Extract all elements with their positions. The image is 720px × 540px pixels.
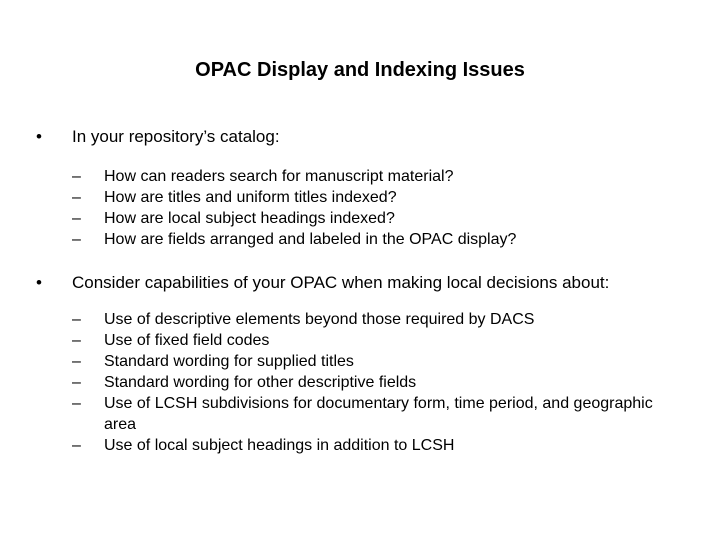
sub-item-text: Use of local subject headings in addition to LCSH xyxy=(104,437,455,454)
dash-marker: – xyxy=(72,210,81,227)
dash-marker: – xyxy=(72,395,81,412)
bullet-marker: • xyxy=(36,273,42,292)
sub-item-text: How are fields arranged and labeled in the OPAC display? xyxy=(104,231,517,248)
sub-item-text: Use of descriptive elements beyond those required by DACS xyxy=(104,311,535,328)
sub-item xyxy=(0,351,720,372)
dash-marker: – xyxy=(72,231,81,248)
sub-item-text: How can readers search for manuscript material? xyxy=(104,168,454,185)
dash-marker: – xyxy=(72,189,81,206)
dash-marker: – xyxy=(72,353,81,370)
sub-item xyxy=(0,208,720,229)
sub-item xyxy=(0,435,720,456)
sub-list-opac-capabilities xyxy=(0,309,720,456)
bullet-text: Consider capabilities of your OPAC when making local decisions about: xyxy=(72,273,610,292)
sub-item xyxy=(0,166,720,187)
bullet-marker: • xyxy=(36,127,42,146)
slide-title: OPAC Display and Indexing Issues xyxy=(195,59,525,81)
bullet-item-opac-capabilities xyxy=(0,272,720,294)
dash-marker: – xyxy=(72,437,81,454)
sub-item xyxy=(0,330,720,351)
sub-item-text: Use of fixed field codes xyxy=(104,332,270,349)
sub-item-text: Standard wording for supplied titles xyxy=(104,353,354,370)
dash-marker: – xyxy=(72,374,81,391)
sub-list-repository-catalog xyxy=(0,166,720,250)
dash-marker: – xyxy=(72,311,81,328)
bullet-text: In your repository’s catalog: xyxy=(72,127,280,146)
dash-marker: – xyxy=(72,168,81,185)
dash-marker: – xyxy=(72,332,81,349)
sub-item-text: Use of LCSH subdivisions for documentary form, time period, and geographic area xyxy=(104,395,653,433)
sub-item xyxy=(0,393,720,435)
sub-item xyxy=(0,187,720,208)
sub-item xyxy=(0,309,720,330)
sub-item-text: Standard wording for other descriptive fields xyxy=(104,374,417,391)
bullet-item-repository-catalog xyxy=(0,126,720,148)
sub-item-text: How are titles and uniform titles indexed? xyxy=(104,189,397,206)
sub-item-text: How are local subject headings indexed? xyxy=(104,210,395,227)
sub-item xyxy=(0,229,720,250)
sub-item xyxy=(0,372,720,393)
